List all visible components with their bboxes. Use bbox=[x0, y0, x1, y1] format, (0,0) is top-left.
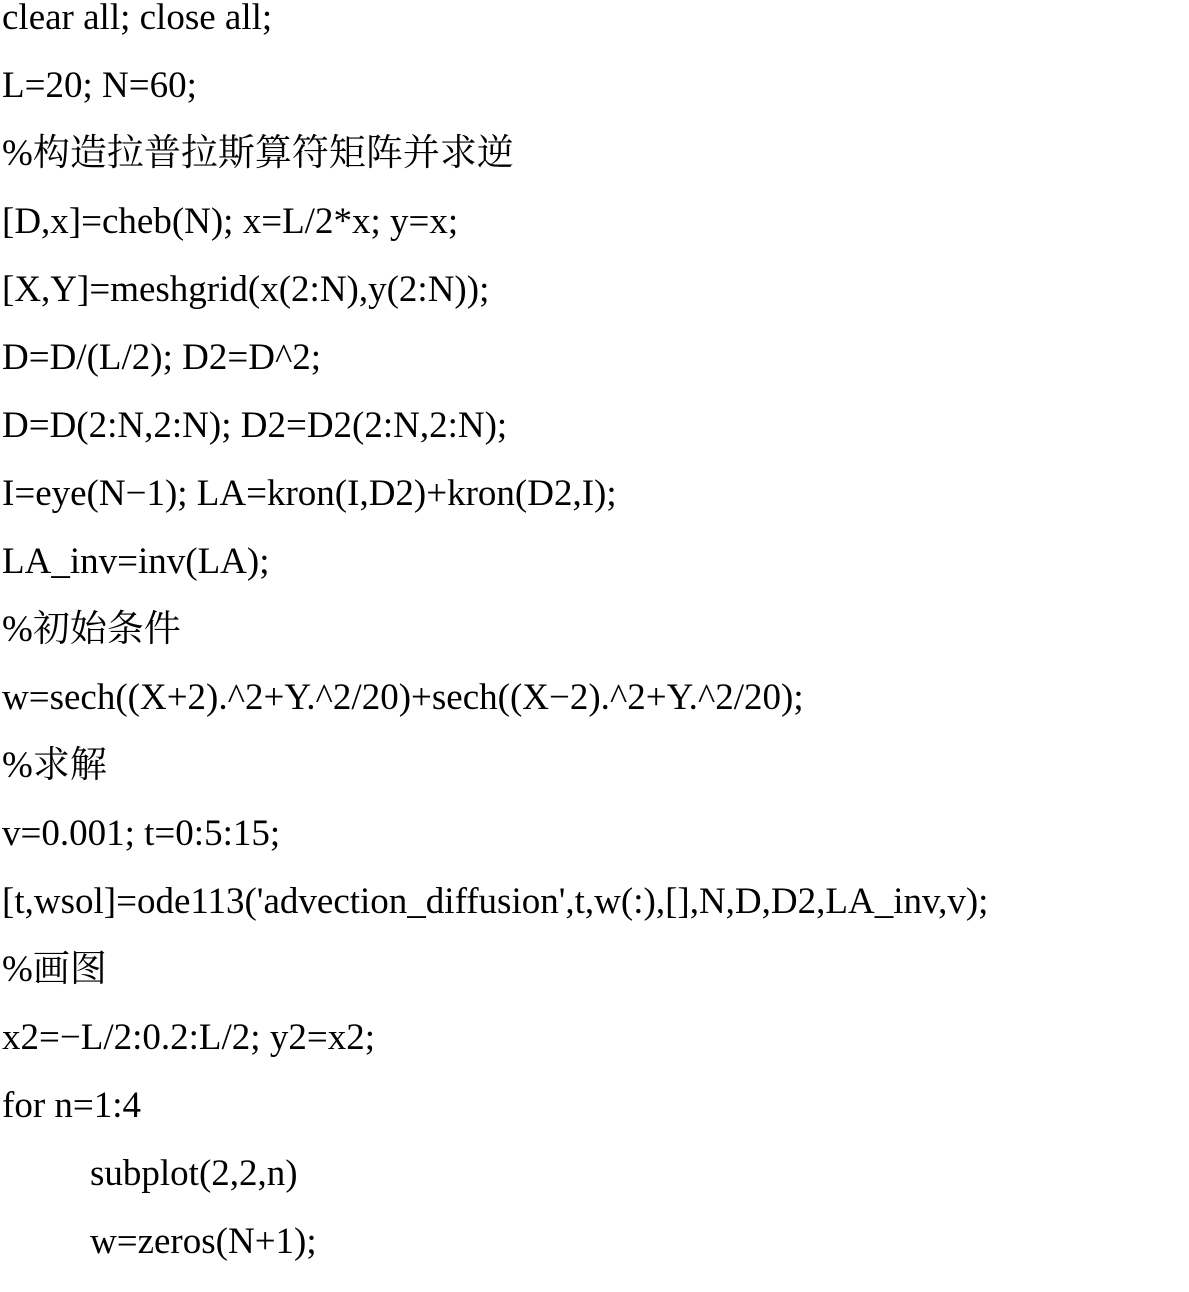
code-line-11: w=sech((X+2).^2+Y.^2/20)+sech((X−2).^2+Y.^2/20); bbox=[2, 677, 804, 718]
code-comment-line-10: %初始条件 bbox=[2, 609, 181, 650]
code-line-7: D=D(2:N,2:N); D2=D2(2:N,2:N); bbox=[2, 405, 508, 446]
code-line-2: L=20; N=60; bbox=[2, 65, 197, 106]
code-line-6: D=D/(L/2); D2=D^2; bbox=[2, 337, 322, 378]
code-comment-line-3: %构造拉普拉斯算符矩阵并求逆 bbox=[2, 133, 514, 174]
code-line-5: [X,Y]=meshgrid(x(2:N),y(2:N)); bbox=[2, 269, 490, 310]
code-line-1: clear all; close all; bbox=[2, 0, 273, 38]
code-line-9: LA_inv=inv(LA); bbox=[2, 541, 270, 582]
code-comment-line-15: %画图 bbox=[2, 949, 107, 990]
code-line-19: w=zeros(N+1); bbox=[90, 1221, 317, 1262]
code-line-17: for n=1:4 bbox=[2, 1085, 142, 1126]
code-line-13: v=0.001; t=0:5:15; bbox=[2, 813, 281, 854]
code-line-16: x2=−L/2:0.2:L/2; y2=x2; bbox=[2, 1017, 375, 1058]
code-line-14: [t,wsol]=ode113('advection_diffusion',t,w(:),[],N,D,D2,LA_inv,v); bbox=[2, 881, 989, 922]
code-comment-line-12: %求解 bbox=[2, 745, 107, 786]
code-line-4: [D,x]=cheb(N); x=L/2*x; y=x; bbox=[2, 201, 459, 242]
code-line-18: subplot(2,2,n) bbox=[90, 1153, 298, 1194]
code-line-8: I=eye(N−1); LA=kron(I,D2)+kron(D2,I); bbox=[2, 473, 617, 514]
